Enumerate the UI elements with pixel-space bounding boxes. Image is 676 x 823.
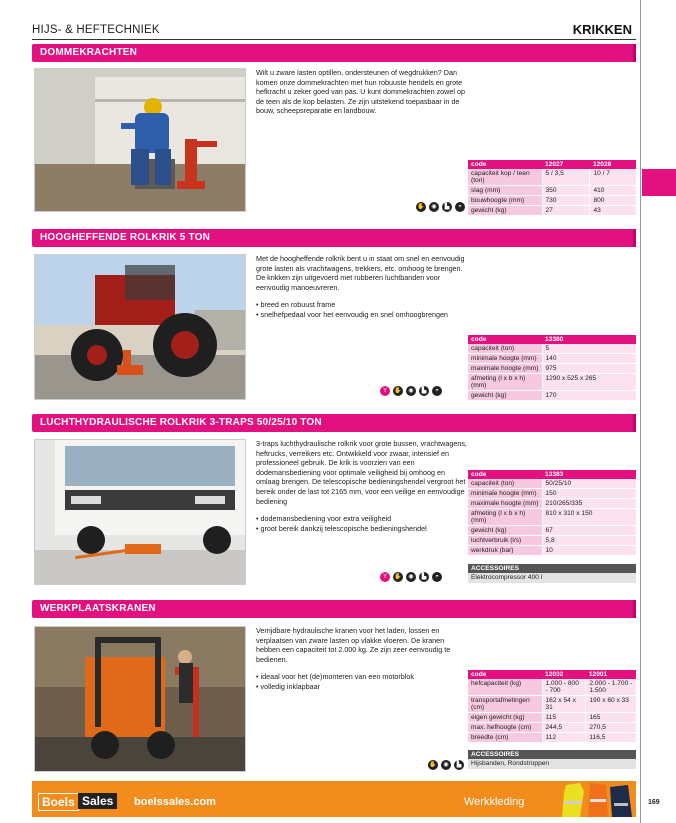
- spec-table: code 12032 12001 hefcapaciteit (kg) 1.000 - 800 - 700 2.000 - 1.700 - 1.500 transportafmetingen (cm) 162 x 54 x 31 190 x 60 x 33 eigen gewicht (kg) 115 165 max. hefhoogte (cm) 244,5 270,5 breedte (cm) 112 116,5: [468, 670, 636, 743]
- product-photo: [34, 254, 246, 400]
- gloves-icon: ✋: [417, 204, 425, 210]
- table-row: eigen gewicht (kg) 115 165: [468, 713, 636, 723]
- list-item: • volledig inklapbaar: [256, 682, 470, 692]
- table-row: gewicht (kg) 27 43: [468, 206, 636, 216]
- section-description: Verrijdbare hydraulische kranen voor het laden, lossen en verplaatsen van zware lasten op vlakke vloeren. De kranen hebben een capaciteit tot 2.000 kg. Ze zijn zeer eenvoudig te bedienen. • ideaal voor het (de)monteren van een motorblok • volledig inklapbaar: [256, 626, 470, 692]
- brand-sales: Sales: [78, 793, 117, 809]
- helmet-icon: ◓: [432, 572, 442, 582]
- section-luchthydraulische-rolkrik: [32, 414, 636, 581]
- goggles-icon: ◉: [406, 386, 416, 396]
- section-description: Met de hoogheffende rolkrik bent u in staat om snel en eenvoudig grote lasten als vrachtwagens, trekkers, etc. omhoog te brengen. De krikken zijn uitgevoerd met rubberen luchtbanden voor eenvoudig manoeuvreren. • breed en robuust frame • snelhefpedaal voor het eenvoudig en snel omhoogbrengen: [256, 254, 470, 320]
- info-icon: Y: [380, 572, 390, 582]
- accessories-title: ACCESSOIRES: [468, 564, 636, 573]
- table-row: gewicht (kg) 67: [468, 526, 636, 536]
- table-row: capaciteit (ton) 5: [468, 344, 636, 354]
- table-row: luchtverbruik (l/s) 5,8: [468, 536, 636, 546]
- spec-table: code 13380 capaciteit (ton) 5 minimale hoogte (mm) 140 maximale hoogte (mm) 975 afmeting (l x b x h) (mm) 1290 x 525 x 265 gewicht (kg) 170: [468, 335, 636, 401]
- goggles-icon: ◉: [429, 202, 439, 212]
- table-row: max. hefhoogte (cm) 244,5 270,5: [468, 723, 636, 733]
- safety-icons: [428, 760, 464, 770]
- workwear-image: [556, 781, 636, 817]
- table-row: slag (mm) 350 410: [468, 186, 636, 196]
- section-title: WERKPLAATSKRANEN: [32, 600, 636, 618]
- table-row: werkdruk (bar) 10: [468, 546, 636, 556]
- header-category: HIJS- & HEFTECHNIEK: [32, 24, 160, 36]
- section-dommekrachten: [32, 44, 636, 214]
- spec-table: code 12027 12028 capaciteit kop / teen (ton) 5 / 3,5 10 / 7 slag (mm) 350 410 bouwhoogte (mm) 730 800 gewicht (kg) 27 43: [468, 160, 636, 216]
- table-row: gewicht (kg) 170: [468, 391, 636, 401]
- goggles-icon: ◉: [406, 572, 416, 582]
- list-item: • ideaal voor het (de)monteren van een motorblok: [256, 672, 470, 682]
- table-row: transportafmetingen (cm) 162 x 54 x 31 190 x 60 x 33: [468, 696, 636, 713]
- website-link[interactable]: boelssales.com: [134, 796, 216, 808]
- accessory-item: Hijsbanden, Rondstroppen: [468, 759, 636, 769]
- page-number: 169: [648, 799, 660, 806]
- table-row: afmeting (l x b x h) (mm) 1290 x 525 x 265: [468, 374, 636, 391]
- table-row: maximale hoogte (mm) 210/265/335: [468, 499, 636, 509]
- boots-icon: ▙: [419, 572, 429, 582]
- footer-banner: [32, 781, 636, 817]
- table-row: minimale hoogte (mm) 150: [468, 489, 636, 499]
- section-description: Wilt u zware lasten optillen, ondersteunen of wegdrukken? Dan komen onze dommekrachten met hun robuuste hendels en grote hefkracht u zeker goed van pas. U kunt dommekrachten zowel op de teen als de kop belasten. Ze zijn uitstekend toepasbaar in de bouw, scheepsreparatie en landbouw.: [256, 68, 465, 116]
- section-werkplaatskranen: [32, 600, 636, 768]
- list-item: • breed en robuust frame: [256, 300, 470, 310]
- list-item: • snelhefpedaal voor het eenvoudig en snel omhoogbrengen: [256, 310, 470, 320]
- accessories-box: [468, 564, 636, 583]
- helmet-icon: ◓: [432, 386, 442, 396]
- feature-list: [256, 672, 470, 691]
- feature-list: [256, 300, 470, 319]
- table-row: afmeting (l x b x h) (mm) 810 x 310 x 150: [468, 509, 636, 526]
- list-item: • dodemansbediening voor extra veiligheid: [256, 514, 470, 524]
- boots-icon: ▙: [419, 386, 429, 396]
- table-row: minimale hoogte (mm) 140: [468, 354, 636, 364]
- product-photo: [34, 626, 246, 772]
- chapter-tab: [642, 169, 676, 196]
- brand-boels: Boels: [38, 793, 79, 811]
- goggles-icon: ◉: [441, 760, 451, 770]
- gloves-icon: ✋: [429, 762, 437, 768]
- header-section: KRIKKEN: [572, 22, 632, 37]
- safety-icons: [380, 386, 442, 396]
- table-row: hefcapaciteit (kg) 1.000 - 800 - 700 2.000 - 1.700 - 1.500: [468, 679, 636, 696]
- table-row: bouwhoogte (mm) 730 800: [468, 196, 636, 206]
- table-row: capaciteit kop / teen (ton) 5 / 3,5 10 / 7: [468, 169, 636, 186]
- table-row: breedte (cm) 112 116,5: [468, 733, 636, 743]
- gloves-icon: ✋: [394, 388, 402, 394]
- accessories-title: ACCESSOIRES: [468, 750, 636, 759]
- spec-table: code 13383 capaciteit (ton) 50/25/10 minimale hoogte (mm) 150 maximale hoogte (mm) 210/265/335 afmeting (l x b x h) (mm) 810 x 310 x 150 gewicht (kg) 67 luchtverbruik (l/s) 5,8 werkdruk (bar) 10: [468, 470, 636, 556]
- boots-icon: ▙: [454, 760, 464, 770]
- info-icon: Y: [380, 386, 390, 396]
- boots-icon: ▙: [442, 202, 452, 212]
- list-item: • groot bereik dankzij telescopische bedieningshendel: [256, 524, 470, 534]
- table-row: capaciteit (ton) 50/25/10: [468, 479, 636, 489]
- helmet-icon: ◓: [455, 202, 465, 212]
- section-hoogheffende-rolkrik: [32, 229, 636, 399]
- section-title: LUCHTHYDRAULISCHE ROLKRIK 3-TRAPS 50/25/10 TON: [32, 414, 636, 432]
- gloves-icon: ✋: [394, 574, 402, 580]
- safety-icons: [416, 202, 465, 212]
- footer-category: Werkkleding: [464, 796, 525, 808]
- accessory-item: Elektrocompressor 400 l: [468, 573, 636, 583]
- product-photo: [34, 439, 246, 585]
- accessories-box: [468, 750, 636, 769]
- section-title: DOMMEKRACHTEN: [32, 44, 636, 62]
- section-title: HOOGHEFFENDE ROLKRIK 5 TON: [32, 229, 636, 247]
- feature-list: [256, 514, 470, 533]
- header-divider: [32, 39, 636, 40]
- product-photo: [34, 68, 246, 212]
- margin-line: [640, 0, 641, 823]
- table-row: maximale hoogte (mm) 975: [468, 364, 636, 374]
- section-description: 3-traps luchthydraulische rolkrik voor grote bussen, vrachtwagens, heftrucks, verreikers etc. Ontwikkeld voor zwaar, intensief en professioneel gebruik. De krik is voorzien van een dodemansbediening voor optimale veiligheid bij omhoog en omlaag brengen. De telescopische bedieningshendel vergroot het bereik onder de last tot 2165 mm, voor een veilige en eenvoudige bediening • dodemansbediening voor extra veiligheid • groot bereik dankzij telescopische bedieningshendel: [256, 439, 470, 533]
- safety-icons: [380, 572, 442, 582]
